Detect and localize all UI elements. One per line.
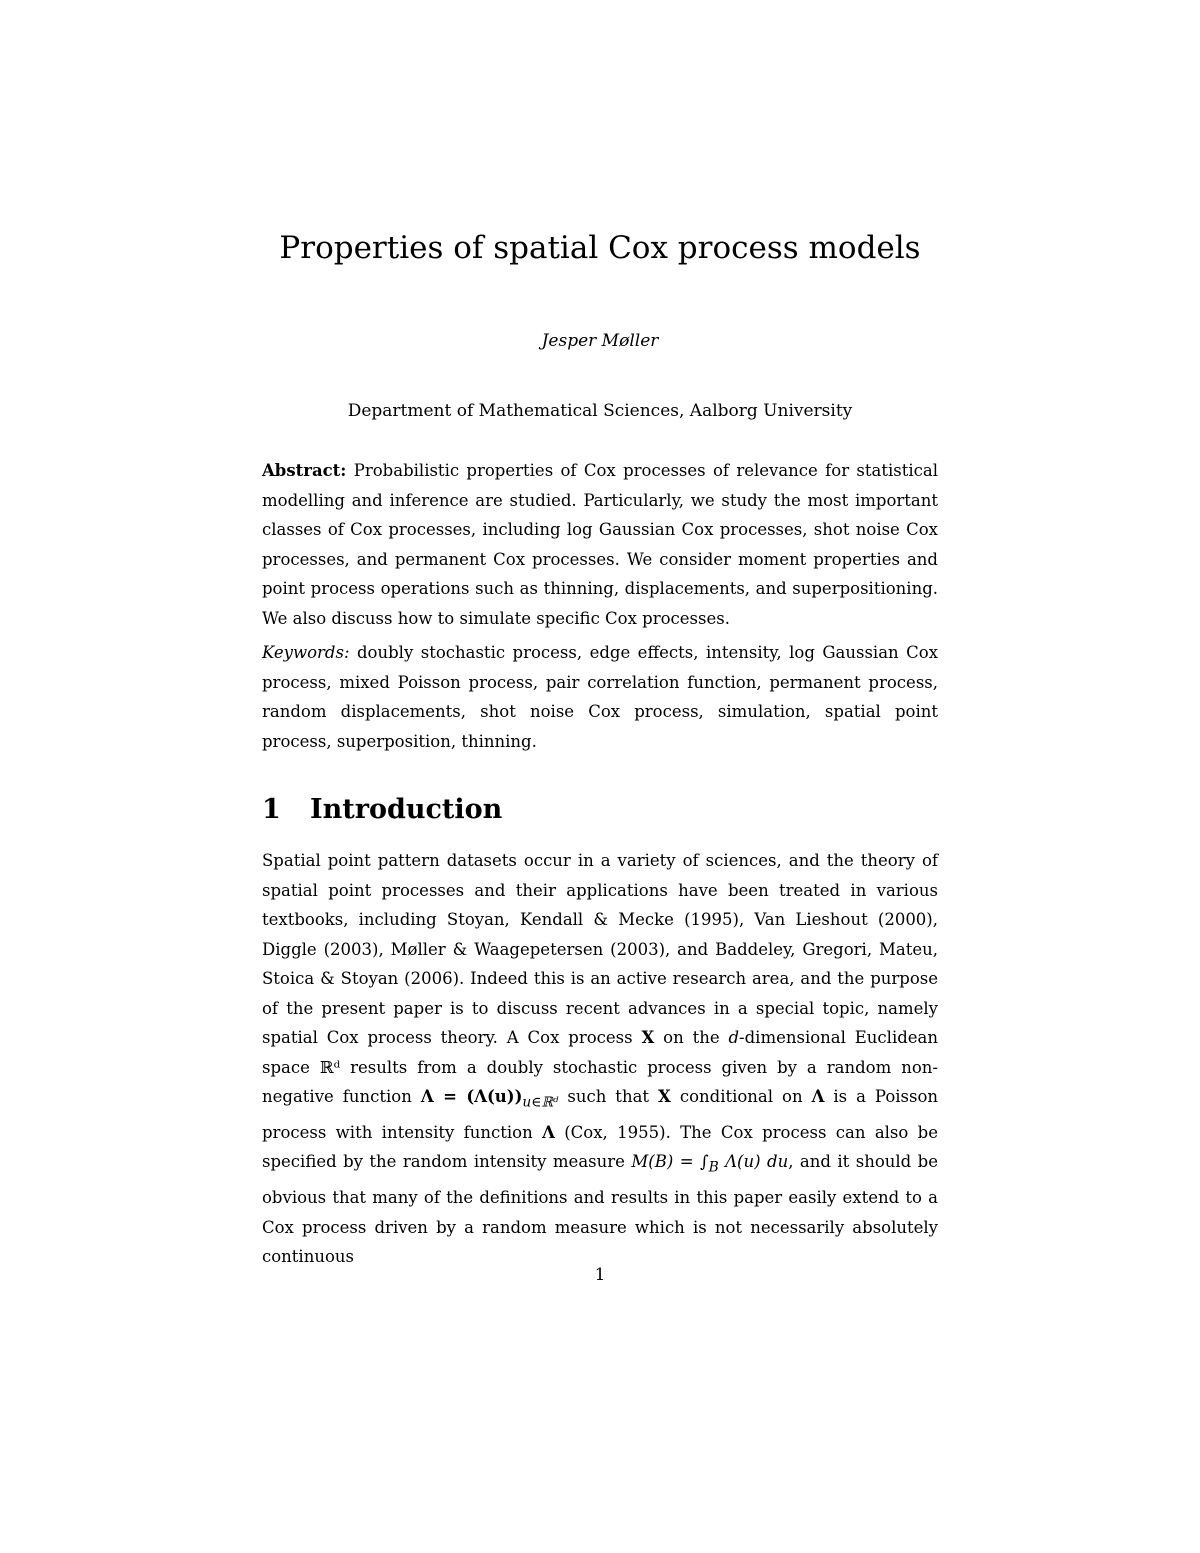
math-measure: M(B) = ∫ xyxy=(631,1152,709,1172)
keywords-label: Keywords: xyxy=(262,643,350,662)
abstract-label: Abstract: xyxy=(262,461,347,480)
intro-text-2: on the xyxy=(663,1028,720,1047)
keywords-text: doubly stochastic process, edge effects, intensity, log Gaussian Cox process, mixed Poisson process, pair correlation function, permanent process, random displacements, shot noise Cox process, simulation, spatial point process, superposition, thinning. xyxy=(262,643,938,751)
math-lambda-2: Λ xyxy=(811,1087,825,1106)
author-name: Jesper Møller xyxy=(541,331,659,351)
author-affiliation: Department of Mathematical Sciences, Aalborg University xyxy=(347,401,853,421)
math-Rd: ℝᵈ xyxy=(319,1057,341,1077)
section-heading-introduction xyxy=(262,792,502,828)
intro-text-7: is a Poisson process with intensity function xyxy=(262,1087,939,1142)
math-d: d xyxy=(728,1028,740,1047)
section-number: 1 xyxy=(262,794,281,825)
introduction-paragraph xyxy=(262,846,938,1272)
section-title: Introduction xyxy=(310,794,503,825)
intro-text-5: such that xyxy=(567,1087,650,1106)
math-measure-sub: B xyxy=(708,1159,719,1176)
abstract-text: Probabilistic properties of Cox processes of relevance for statistical modelling and inference are studied. Particularly, we study the most important classes of Cox processes, including log Gaussian Cox processes, shot noise Cox processes, and permanent Cox processes. We consider moment properties and point process operations such as thinning, displacements, and superpositioning. We also discuss how to simulate specific Cox processes. xyxy=(262,461,938,628)
intro-text-1: Spatial point pattern datasets occur in a variety of sciences, and the theory of spatial point processes and their applications have been treated in various textbooks, including Stoyan, Kendall & Mecke (1995), Van Lieshout (2000), Diggle (2003), Møller & Waagepetersen (2003), and Baddeley, Gregori, Mateu, Stoica & Stoyan (2006). Indeed this is an active research area, and the purpose of the present paper is to discuss recent advances in a special topic, namely spatial Cox process theory. A Cox process xyxy=(262,851,938,1047)
abstract-paragraph xyxy=(262,456,938,633)
intro-text-8: (Cox, 1955). The Cox process can also be specified by the random intensity measure xyxy=(262,1122,939,1172)
math-lambda-sub: u∈ℝᵈ xyxy=(522,1094,559,1111)
intro-text-3: -dimensional Euclidean space xyxy=(262,1028,939,1077)
math-X: X xyxy=(641,1028,655,1047)
page-number: 1 xyxy=(594,1265,606,1285)
math-X-2: X xyxy=(658,1087,671,1106)
keywords-paragraph xyxy=(262,638,938,756)
intro-text-9: , and it should be obvious that many of the definitions and results in this paper easily extend to a Cox process driven by a random measure which is not necessarily absolutely continuous xyxy=(262,1152,938,1267)
math-lambda-3: Λ xyxy=(542,1122,555,1142)
intro-text-6: conditional on xyxy=(679,1087,803,1106)
paper-title: Properties of spatial Cox process models xyxy=(279,230,921,266)
intro-text-4: results from a doubly stochastic process given by a random non-negative function xyxy=(262,1057,938,1106)
math-measure-rest: Λ(u) du xyxy=(725,1152,789,1172)
math-lambda-def: Λ = (Λ(u)) xyxy=(420,1087,523,1106)
